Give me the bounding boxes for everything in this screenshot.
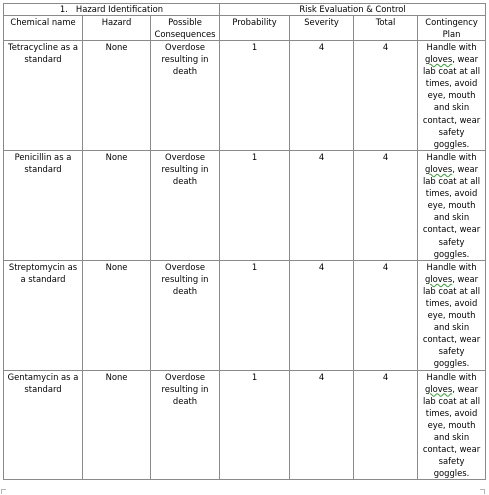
hazard-cell: None bbox=[83, 370, 151, 480]
consequence-cell: Overdose resulting in death bbox=[151, 370, 220, 480]
probability-cell: 1 bbox=[220, 150, 290, 260]
header-chemical-name: Chemical name bbox=[4, 16, 83, 41]
severity-cell: 4 bbox=[290, 260, 354, 370]
hazard-cell: None bbox=[83, 150, 151, 260]
contingency-plan-cell bbox=[418, 260, 486, 370]
total-cell: 4 bbox=[354, 260, 418, 370]
total-cell: 4 bbox=[354, 150, 418, 260]
consequence-cell: Overdose resulting in death bbox=[151, 260, 220, 370]
column-header-row bbox=[4, 16, 486, 41]
plan-text-start: Handle with bbox=[426, 42, 477, 52]
section-header-row bbox=[4, 4, 486, 16]
chemical-name-cell: Tetracycline as a standard bbox=[4, 41, 83, 151]
hazard-identification-heading bbox=[4, 4, 220, 16]
hazard-cell: None bbox=[83, 41, 151, 151]
spellcheck-flagged-word[interactable]: gloves bbox=[424, 163, 453, 174]
hazard-cell: None bbox=[83, 260, 151, 370]
table-row bbox=[4, 260, 486, 370]
probability-cell: 1 bbox=[220, 260, 290, 370]
header-contingency-plan: Contingency Plan bbox=[418, 16, 486, 41]
table-row bbox=[4, 150, 486, 260]
contingency-plan-cell bbox=[418, 370, 486, 480]
header-probability: Probability bbox=[220, 16, 290, 41]
spellcheck-flagged-word[interactable]: gloves bbox=[424, 273, 453, 284]
section-title: Hazard Identification bbox=[75, 4, 164, 14]
table-row bbox=[4, 370, 486, 480]
section-number: 1. bbox=[59, 4, 68, 14]
plan-text-rest: , wear lab coat at all times, avoid eye, mouth and skin contact, wear safety goggles. bbox=[422, 54, 481, 149]
total-cell: 4 bbox=[354, 41, 418, 151]
contingency-plan-cell bbox=[418, 150, 486, 260]
header-total: Total bbox=[354, 16, 418, 41]
table-row bbox=[4, 41, 486, 151]
severity-cell: 4 bbox=[290, 150, 354, 260]
consequence-cell: Overdose resulting in death bbox=[151, 150, 220, 260]
total-cell: 4 bbox=[354, 370, 418, 480]
consequence-cell: Overdose resulting in death bbox=[151, 41, 220, 151]
risk-assessment-table bbox=[3, 3, 486, 480]
risk-evaluation-heading: Risk Evaluation & Control bbox=[220, 4, 486, 16]
spellcheck-flagged-word[interactable]: gloves bbox=[424, 54, 453, 65]
probability-cell: 1 bbox=[220, 370, 290, 480]
header-possible-consequences: Possible Consequences bbox=[151, 16, 220, 41]
severity-cell: 4 bbox=[290, 370, 354, 480]
severity-cell: 4 bbox=[290, 41, 354, 151]
plan-text-rest: , wear lab coat at all times, avoid eye, mouth and skin contact, wear safety goggles. bbox=[422, 273, 481, 369]
contingency-plan-cell bbox=[418, 41, 486, 151]
spellcheck-flagged-word[interactable]: gloves bbox=[424, 383, 453, 394]
plan-text-rest: , wear lab coat at all times, avoid eye, mouth and skin contact, wear safety goggles. bbox=[422, 163, 481, 259]
plan-text-rest: , wear lab coat at all times, avoid eye, mouth and skin contact, wear safety goggles. bbox=[422, 383, 481, 479]
plan-text-start: Handle with bbox=[426, 371, 477, 382]
page-corner-mark-left bbox=[1, 489, 6, 494]
plan-text-start: Handle with bbox=[426, 261, 477, 272]
probability-cell: 1 bbox=[220, 41, 290, 151]
chemical-name-cell: Streptomycin as a standard bbox=[4, 260, 83, 370]
plan-text-start: Handle with bbox=[426, 151, 477, 162]
header-severity: Severity bbox=[290, 16, 354, 41]
page-corner-mark-right bbox=[480, 489, 485, 494]
chemical-name-cell: Gentamycin as a standard bbox=[4, 370, 83, 480]
header-hazard: Hazard bbox=[83, 16, 151, 41]
chemical-name-cell: Penicillin as a standard bbox=[4, 150, 83, 260]
